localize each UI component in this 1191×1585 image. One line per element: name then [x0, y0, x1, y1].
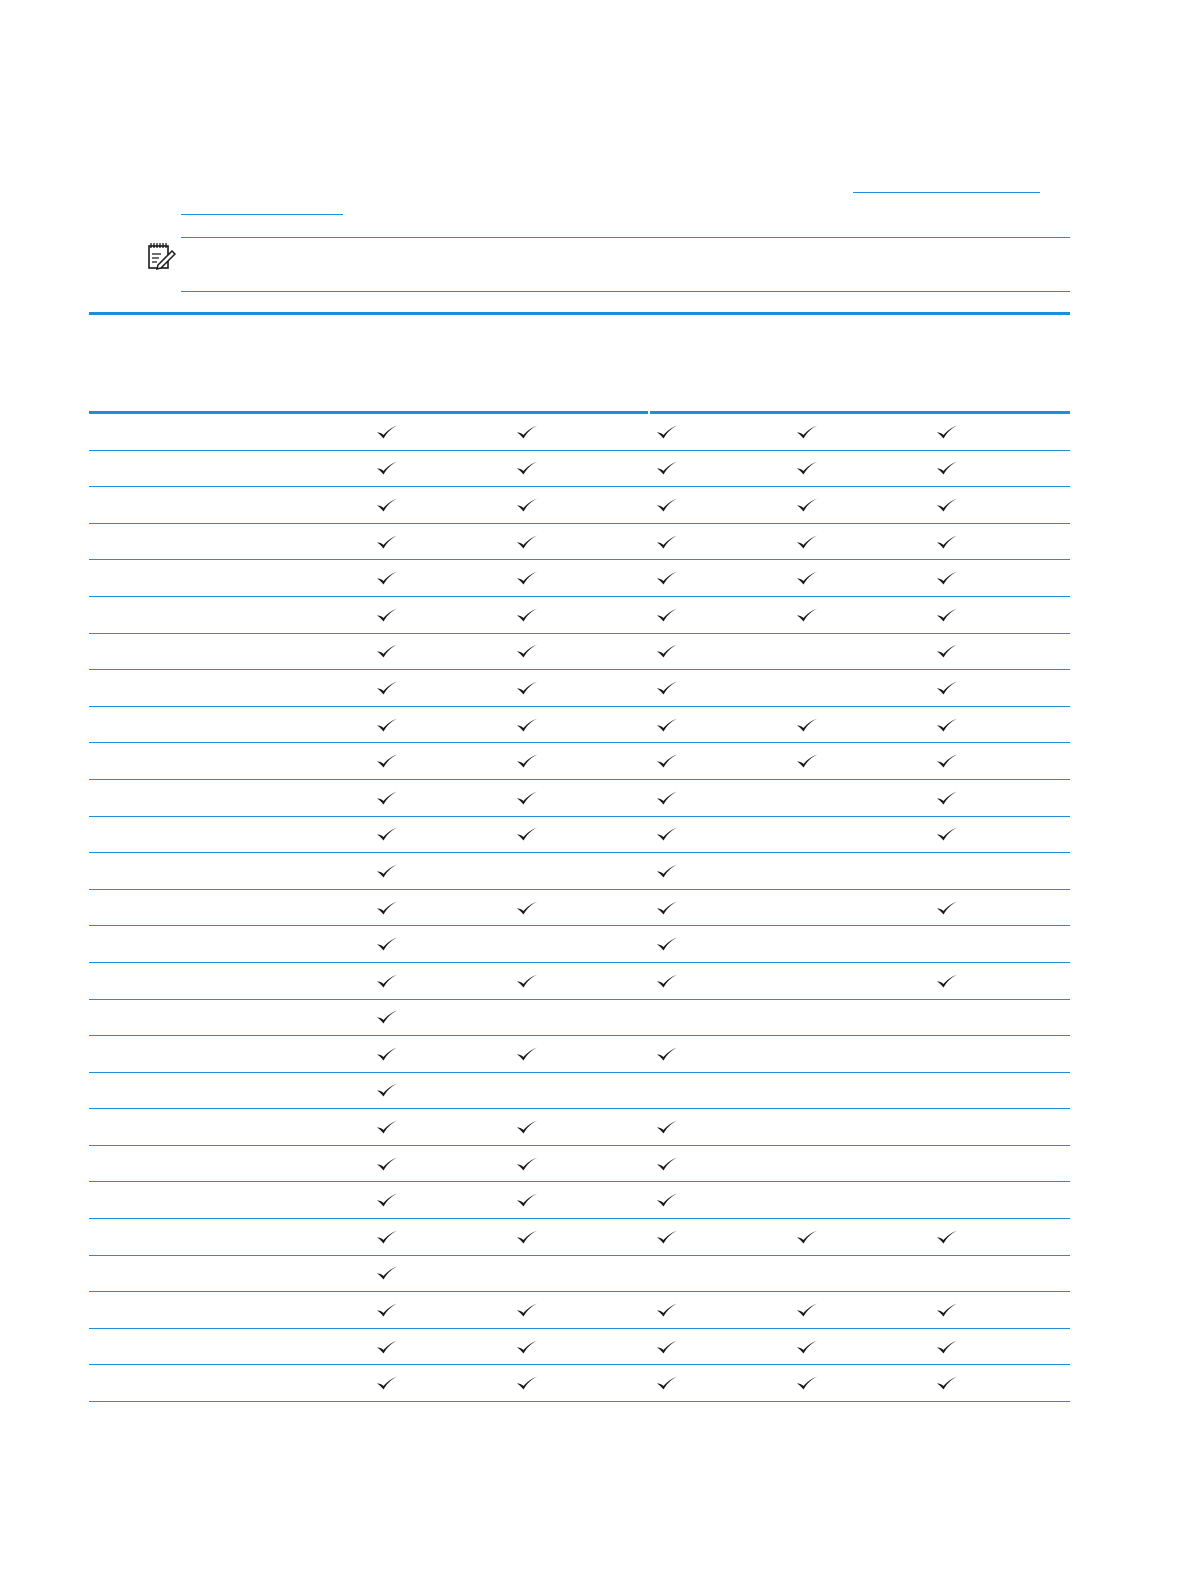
checkmark-icon — [497, 670, 557, 706]
checkmark-icon — [357, 817, 417, 853]
checkmark-icon — [637, 487, 697, 523]
checkmark-icon — [637, 926, 697, 962]
checkmark-icon — [357, 1036, 417, 1072]
checkmark-icon — [917, 670, 977, 706]
table-row — [89, 1256, 1070, 1293]
table-row — [89, 1109, 1070, 1146]
checkmark-icon — [637, 1365, 697, 1401]
checkmark-icon — [497, 963, 557, 999]
checkmark-icon — [917, 597, 977, 633]
checkmark-icon — [357, 707, 417, 743]
checkmark-icon — [777, 414, 837, 450]
checkmark-icon — [637, 597, 697, 633]
checkmark-icon — [497, 780, 557, 816]
table-row — [89, 743, 1070, 780]
checkmark-icon — [917, 1292, 977, 1328]
checkmark-icon — [497, 817, 557, 853]
checkmark-icon — [637, 1329, 697, 1365]
table-row — [89, 1329, 1070, 1366]
table-row — [89, 1146, 1070, 1183]
checkmark-icon — [497, 1329, 557, 1365]
support-table-body — [89, 414, 1070, 1402]
checkmark-icon — [637, 853, 697, 889]
checkmark-icon — [357, 780, 417, 816]
checkmark-icon — [357, 890, 417, 926]
checkmark-icon — [357, 1329, 417, 1365]
checkmark-icon — [777, 487, 837, 523]
checkmark-icon — [497, 560, 557, 596]
checkmark-icon — [357, 1000, 417, 1036]
checkmark-icon — [497, 414, 557, 450]
table-row — [89, 670, 1070, 707]
table-row — [89, 1365, 1070, 1402]
checkmark-icon — [917, 451, 977, 487]
table-row — [89, 451, 1070, 488]
checkmark-icon — [777, 597, 837, 633]
note-rule-top — [181, 237, 1070, 238]
checkmark-icon — [357, 1365, 417, 1401]
checkmark-icon — [637, 780, 697, 816]
checkmark-icon — [497, 743, 557, 779]
checkmark-icon — [917, 780, 977, 816]
checkmark-icon — [497, 597, 557, 633]
table-row — [89, 926, 1070, 963]
header-column-separator — [648, 315, 650, 321]
checkmark-icon — [357, 926, 417, 962]
checkmark-icon — [357, 670, 417, 706]
checkmark-icon — [357, 853, 417, 889]
table-row — [89, 817, 1070, 854]
checkmark-icon — [777, 560, 837, 596]
checkmark-icon — [357, 963, 417, 999]
checkmark-icon — [777, 1365, 837, 1401]
checkmark-icon — [637, 890, 697, 926]
table-row — [89, 1219, 1070, 1256]
checkmark-icon — [497, 487, 557, 523]
checkmark-icon — [357, 597, 417, 633]
table-row — [89, 1182, 1070, 1219]
checkmark-icon — [357, 414, 417, 450]
table-row — [89, 1073, 1070, 1110]
checkmark-icon — [497, 1182, 557, 1218]
checkmark-icon — [637, 1219, 697, 1255]
checkmark-icon — [357, 487, 417, 523]
checkmark-icon — [497, 1365, 557, 1401]
checkmark-icon — [357, 1146, 417, 1182]
checkmark-icon — [637, 451, 697, 487]
checkmark-icon — [357, 1256, 417, 1292]
note-rule-bottom — [181, 291, 1070, 292]
checkmark-icon — [917, 1219, 977, 1255]
checkmark-icon — [917, 560, 977, 596]
checkmark-icon — [497, 451, 557, 487]
checkmark-icon — [777, 524, 837, 560]
table-row — [89, 597, 1070, 634]
checkmark-icon — [497, 1146, 557, 1182]
checkmark-icon — [357, 1073, 417, 1109]
checkmark-icon — [637, 1109, 697, 1145]
checkmark-icon — [497, 524, 557, 560]
checkmark-icon — [637, 707, 697, 743]
checkmark-icon — [357, 524, 417, 560]
checkmark-icon — [357, 1109, 417, 1145]
checkmark-icon — [357, 560, 417, 596]
checkmark-icon — [777, 451, 837, 487]
checkmark-icon — [777, 743, 837, 779]
table-row — [89, 1292, 1070, 1329]
checkmark-icon — [357, 1292, 417, 1328]
checkmark-icon — [917, 1329, 977, 1365]
checkmark-icon — [497, 634, 557, 670]
table-row — [89, 707, 1070, 744]
checkmark-icon — [497, 1109, 557, 1145]
checkmark-icon — [497, 1292, 557, 1328]
checkmark-icon — [637, 1146, 697, 1182]
checkmark-icon — [357, 634, 417, 670]
checkmark-icon — [917, 817, 977, 853]
checkmark-icon — [917, 524, 977, 560]
checkmark-icon — [777, 1219, 837, 1255]
table-row — [89, 487, 1070, 524]
checkmark-icon — [917, 634, 977, 670]
checkmark-icon — [637, 1292, 697, 1328]
checkmark-icon — [917, 1365, 977, 1401]
checkmark-icon — [917, 963, 977, 999]
checkmark-icon — [777, 1329, 837, 1365]
checkmark-icon — [357, 1182, 417, 1218]
checkmark-icon — [637, 670, 697, 706]
table-row — [89, 890, 1070, 927]
checkmark-icon — [637, 634, 697, 670]
checkmark-icon — [917, 707, 977, 743]
table-row — [89, 1036, 1070, 1073]
table-row — [89, 963, 1070, 1000]
checkmark-icon — [917, 890, 977, 926]
checkmark-icon — [497, 1036, 557, 1072]
checkmark-icon — [917, 414, 977, 450]
table-top-rule — [89, 312, 1070, 315]
checkmark-icon — [357, 743, 417, 779]
table-row — [89, 780, 1070, 817]
table-row — [89, 1000, 1070, 1037]
checkmark-icon — [637, 1036, 697, 1072]
table-row — [89, 524, 1070, 561]
checkmark-icon — [497, 890, 557, 926]
checkmark-icon — [637, 963, 697, 999]
checkmark-icon — [497, 1219, 557, 1255]
checkmark-icon — [357, 451, 417, 487]
checkmark-icon — [637, 524, 697, 560]
link-underline-1[interactable] — [853, 192, 1040, 193]
table-row — [89, 414, 1070, 451]
checkmark-icon — [637, 414, 697, 450]
checkmark-icon — [777, 707, 837, 743]
note-pencil-icon — [146, 241, 176, 271]
link-underline-2[interactable] — [181, 214, 343, 215]
checkmark-icon — [637, 560, 697, 596]
table-row — [89, 560, 1070, 597]
table-row — [89, 634, 1070, 671]
checkmark-icon — [637, 1182, 697, 1218]
checkmark-icon — [917, 487, 977, 523]
checkmark-icon — [917, 743, 977, 779]
checkmark-icon — [637, 743, 697, 779]
checkmark-icon — [637, 817, 697, 853]
table-row — [89, 853, 1070, 890]
checkmark-icon — [497, 707, 557, 743]
checkmark-icon — [777, 1292, 837, 1328]
checkmark-icon — [357, 1219, 417, 1255]
